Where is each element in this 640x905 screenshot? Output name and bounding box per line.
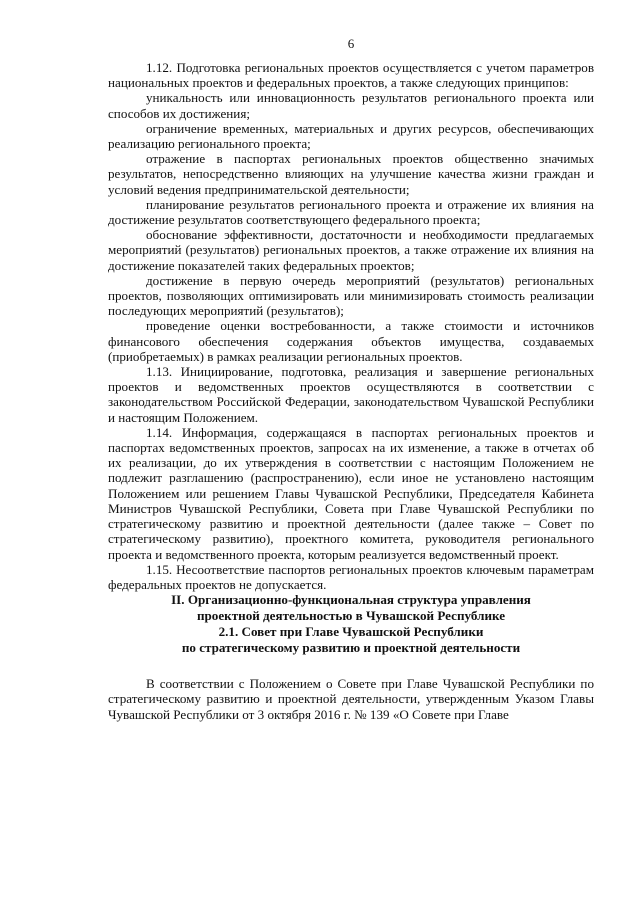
principle-resource-limits: ограничение временных, материальных и других ресурсов, обеспечивающих реализацию регионального проекта;: [108, 120, 594, 152]
subsection-heading-line-1: 2.1. Совет при Главе Чувашской Республики: [218, 624, 484, 640]
paragraph-1-12: 1.12. Подготовка региональных проектов осуществляется с учетом параметров национальных проектов и федеральных проектов, а также следующих принципов:: [108, 60, 594, 91]
paragraph-1-14: 1.14. Информация, содержащаяся в паспортах региональных проектов и паспортах ведомственных проектов, запросах на их изменение, а также в отчетах об их реализации, до их утверждения в соответствии с настоящим Положением не подлежит разглашению (распространению), если иное не установлено настоящим Положением или решением Главы Чувашской Республики, Председателя Кабинета Министров Чувашской Республики, Совета при Главе Чувашской Республики по стратегическому развитию и проектной деятельности (далее также – Совет по стратегическому развитию), проектного комитета, руководителя регионального проекта и ведомственного проекта, которым реализуется ведомственный проект.: [108, 424, 594, 562]
principle-planning: планирование результатов регионального проекта и отражение их влияния на достижение результатов соответствующего федерального проекта;: [108, 196, 594, 228]
subsection-heading: [108, 624, 594, 656]
document-body: [108, 60, 594, 722]
page-number: 6: [347, 36, 355, 51]
principle-priority: достижение в первую очередь мероприятий (результатов) региональных проектов, позволяющих оптимизировать или минимизировать стоимость реализации последующих мероприятий (результатов);: [108, 272, 594, 319]
section-heading-line-1: II. Организационно-функциональная структура управления: [171, 592, 531, 608]
paragraph-1-13: 1.13. Инициирование, подготовка, реализация и завершение региональных проектов и ведомственных проектов осуществляются в соответствии с законодательством Российской Федерации, законодательством Чувашской Республики и настоящим Положением.: [108, 364, 594, 425]
principle-justification: обоснование эффективности, достаточности и необходимости предлагаемых мероприятий (результатов) региональных проектов, а также отражение их влияния на достижение показателей таких федеральных проектов;: [108, 227, 594, 273]
section-heading: [108, 592, 594, 624]
principle-social-results: отражение в паспортах региональных проектов общественно значимых результатов, непосредственно влияющих на улучшение качества жизни граждан и условий ведения предпринимательской деятельности;: [108, 151, 594, 197]
paragraph-council-intro: В соответствии с Положением о Совете при Главе Чувашской Республики по стратегическому развитию и проектной деятельности, утвержденным Указом Главы Чувашской Республики от 3 октября 2016 г. № 139 «О Совете при Главе: [108, 676, 594, 722]
principle-uniqueness: уникальность или инновационность результатов регионального проекта или способов их достижения;: [108, 90, 594, 121]
subsection-heading-line-2: по стратегическому развитию и проектной деятельности: [181, 640, 521, 656]
principle-assessment: проведение оценки востребованности, а также стоимости и источников финансового обеспечения содержания объектов имущества, создаваемых (приобретаемых) в рамках реализации региональных проектов.: [108, 318, 594, 364]
paragraph-1-15: 1.15. Несоответствие паспортов региональных проектов ключевым параметрам федеральных проектов не допускается.: [108, 561, 594, 592]
section-heading-line-2: проектной деятельностью в Чувашской Республике: [196, 608, 506, 624]
